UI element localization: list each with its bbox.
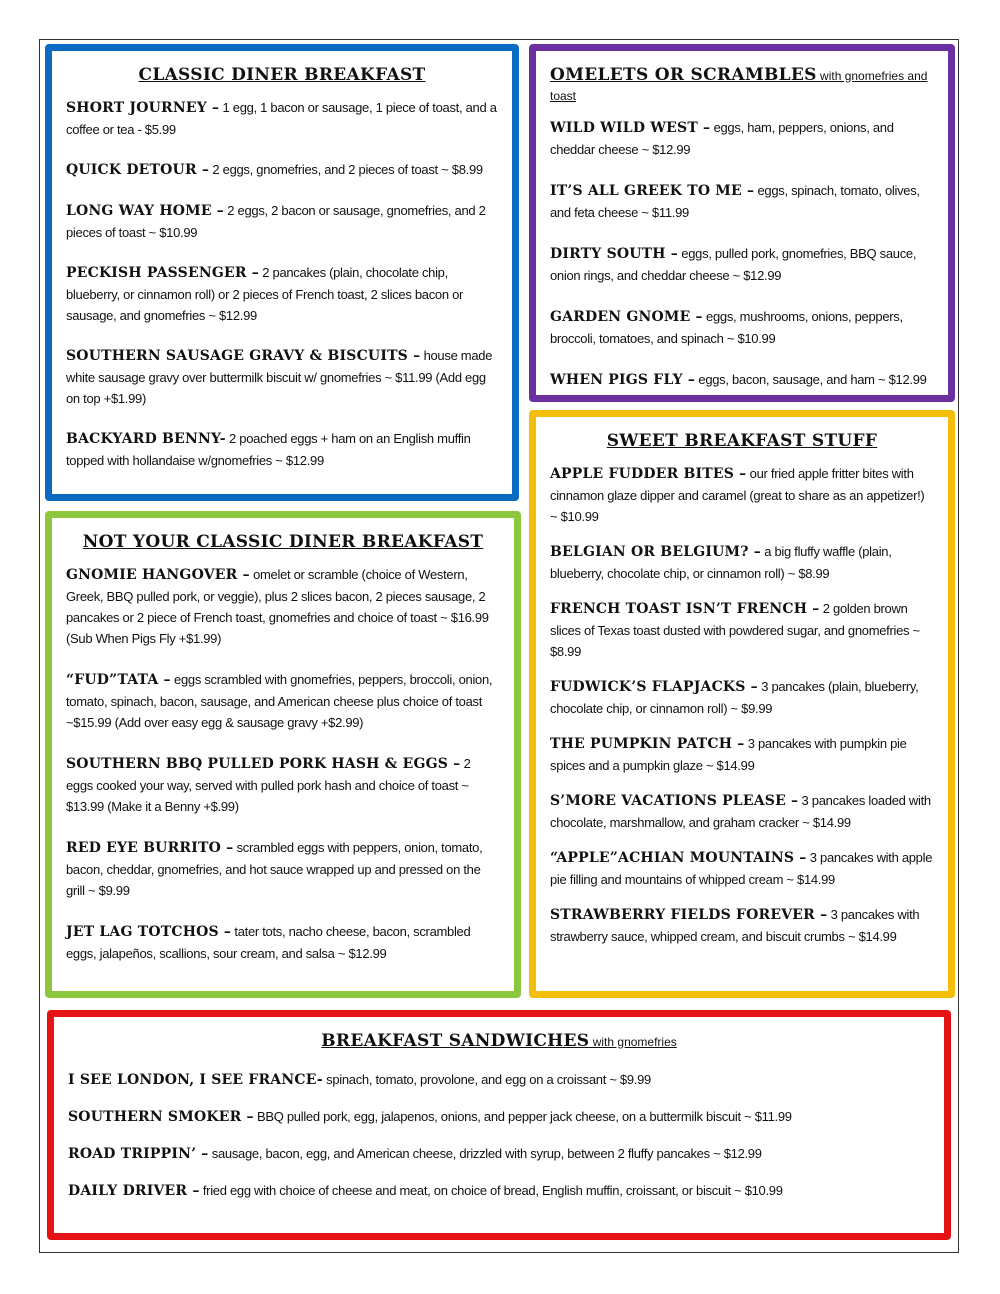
item-name: LONG WAY HOME – xyxy=(66,203,224,219)
section-title: SWEET BREAKFAST STUFF xyxy=(606,431,878,451)
section-title xyxy=(68,1031,930,1051)
item-name: QUICK DETOUR – xyxy=(66,162,210,178)
menu-item xyxy=(550,904,934,947)
item-name: JET LAG TOTCHOS – xyxy=(66,924,232,940)
item-name: IT’S ALL GREEK TO ME – xyxy=(550,183,755,199)
item-name: WILD WILD WEST – xyxy=(550,120,711,136)
breakfast-sandwiches-section xyxy=(47,1010,951,1240)
item-name: I SEE LONDON, I SEE FRANCE- xyxy=(68,1072,323,1088)
menu-item xyxy=(66,564,500,649)
item-description: eggs, bacon, sausage, and ham ~ $12.99 xyxy=(695,372,927,387)
item-name: ROAD TRIPPIN’ – xyxy=(68,1146,209,1162)
section-note: with gnomefries and toast xyxy=(550,69,928,103)
menu-item xyxy=(68,1143,930,1165)
item-name: PECKISH PASSENGER – xyxy=(66,265,259,281)
item-description: house made white sausage gravy over buttermilk biscuit w/ gnomefries ~ $11.99 (Add egg on top +$1.99) xyxy=(66,348,493,406)
item-description: eggs, mushrooms, onions, peppers, broccoli, tomatoes, and spinach ~ $10.99 xyxy=(550,309,903,346)
menu-items xyxy=(66,564,500,964)
menu-item xyxy=(66,921,500,964)
omelets-or-scrambles-section xyxy=(529,44,955,402)
item-description: tater tots, nacho cheese, bacon, scrambled eggs, jalapeños, scallions, sour cream, and salsa ~ $12.99 xyxy=(66,924,471,961)
item-name: DIRTY SOUTH – xyxy=(550,246,678,262)
item-description: 3 pancakes with pumpkin pie spices and a pumpkin glaze ~ $14.99 xyxy=(550,736,907,773)
item-description: 2 pancakes (plain, chocolate chip, blueberry, or cinnamon roll) or 2 pieces of French toast, 2 slices bacon or sausage, and gnomefries ~ $12.99 xyxy=(66,265,464,323)
menu-items xyxy=(550,463,934,947)
menu-item xyxy=(68,1106,930,1128)
section-title xyxy=(550,65,934,105)
item-description: 3 pancakes loaded with chocolate, marshmallow, and graham cracker ~ $14.99 xyxy=(550,793,931,830)
menu-item xyxy=(550,541,934,584)
item-description: 3 pancakes (plain, blueberry, chocolate chip, or cinnamon roll) ~ $9.99 xyxy=(550,679,919,716)
item-description: 3 pancakes with strawberry sauce, whipped cream, and biscuit crumbs ~ $14.99 xyxy=(550,907,920,944)
menu-item xyxy=(550,306,934,349)
item-description: 3 pancakes with apple pie filling and mountains of whipped cream ~ $14.99 xyxy=(550,850,933,887)
menu-item xyxy=(66,159,498,181)
item-description: eggs, ham, peppers, onions, and cheddar cheese ~ $12.99 xyxy=(550,120,894,157)
menu-item xyxy=(66,669,500,733)
item-description: a big fluffy waffle (plain, blueberry, chocolate chip, or cinnamon roll) ~ $8.99 xyxy=(550,544,892,581)
menu-item xyxy=(66,345,498,409)
item-name: FRENCH TOAST ISN’T FRENCH – xyxy=(550,601,820,617)
item-name: “FUD”TATA – xyxy=(66,672,171,688)
menu-item xyxy=(550,463,934,527)
item-name: WHEN PIGS FLY – xyxy=(550,372,696,388)
menu-item xyxy=(66,200,498,243)
sweet-breakfast-stuff-section xyxy=(529,410,955,998)
item-description: spinach, tomato, provolone, and egg on a croissant ~ $9.99 xyxy=(322,1072,651,1087)
item-name: SOUTHERN SAUSAGE GRAVY & BISCUITS – xyxy=(66,348,421,364)
menu-items xyxy=(550,117,934,391)
menu-item xyxy=(68,1069,930,1091)
item-name: SHORT JOURNEY – xyxy=(66,100,220,116)
item-description: eggs scrambled with gnomefries, peppers, broccoli, onion, tomato, spinach, bacon, sausage, and American cheese plus choice of toast ~$15.99 (Add over easy egg & sausage gravy +$2.99) xyxy=(66,672,493,730)
menu-item xyxy=(550,117,934,160)
not-your-classic-diner-breakfast-section xyxy=(45,511,521,998)
menu-item xyxy=(68,1180,930,1202)
item-name: THE PUMPKIN PATCH – xyxy=(550,736,745,752)
item-name: APPLE FUDDER BITES – xyxy=(550,466,747,482)
menu-item xyxy=(550,733,934,776)
item-name: GNOMIE HANGOVER – xyxy=(66,567,250,583)
item-description: BBQ pulled pork, egg, jalapenos, onions, and pepper jack cheese, on a buttermilk biscuit ~ $11.99 xyxy=(253,1109,792,1124)
item-name: FUDWICK’S FLAPJACKS – xyxy=(550,679,758,695)
item-description: eggs, spinach, tomato, olives, and feta cheese ~ $11.99 xyxy=(550,183,920,220)
item-name: BACKYARD BENNY- xyxy=(66,431,226,447)
menu-item xyxy=(550,598,934,662)
classic-diner-breakfast-section xyxy=(45,44,519,501)
menu-item xyxy=(66,428,498,471)
item-name: DAILY DRIVER – xyxy=(68,1183,200,1199)
menu-item xyxy=(550,180,934,223)
item-name: SOUTHERN BBQ PULLED PORK HASH & EGGS – xyxy=(66,756,461,772)
item-description: 2 eggs cooked your way, served with pulled pork hash and choice of toast ~ $13.99 (Make it a Benny +$.99) xyxy=(66,756,471,814)
menu-item xyxy=(66,262,498,326)
menu-item xyxy=(550,369,934,391)
item-description: 1 egg, 1 bacon or sausage, 1 piece of toast, and a coffee or tea - $5.99 xyxy=(66,100,497,137)
item-description: sausage, bacon, egg, and American cheese, drizzled with syrup, between 2 fluffy pancakes ~ $12.99 xyxy=(208,1146,762,1161)
item-name: STRAWBERRY FIELDS FOREVER – xyxy=(550,907,828,923)
item-description: omelet or scramble (choice of Western, Greek, BBQ pulled pork, or veggie), plus 2 slices bacon, 2 pieces sausage, 2 pancakes or 2 piece of French toast, gnomefries and choice of toast ~ $16.99 (Sub When Pigs Fly +$1.99) xyxy=(66,567,489,646)
section-title: CLASSIC DINER BREAKFAST xyxy=(138,65,426,85)
section-note: with gnomefries xyxy=(589,1035,677,1049)
item-description: 2 eggs, gnomefries, and 2 pieces of toast ~ $8.99 xyxy=(209,162,483,177)
menu-items xyxy=(68,1069,930,1202)
item-description: 2 golden brown slices of Texas toast dusted with powdered sugar, and gnomefries ~ $8.99 xyxy=(550,601,920,659)
item-name: BELGIAN OR BELGIUM? – xyxy=(550,544,761,560)
menu-items xyxy=(66,97,498,471)
menu-item xyxy=(550,847,934,890)
item-description: scrambled eggs with peppers, onion, tomato, bacon, cheddar, gnomefries, and hot sauce wrapped up and pressed on the grill ~ $9.99 xyxy=(66,840,483,898)
item-description: 2 eggs, 2 bacon or sausage, gnomefries, and 2 pieces of toast ~ $10.99 xyxy=(66,203,486,240)
menu-item xyxy=(550,676,934,719)
item-name: S’MORE VACATIONS PLEASE – xyxy=(550,793,799,809)
item-name: SOUTHERN SMOKER – xyxy=(68,1109,254,1125)
section-title-text: OMELETS OR SCRAMBLES xyxy=(550,65,817,85)
item-description: 2 poached eggs + ham on an English muffin topped with hollandaise w/gnomefries ~ $12.99 xyxy=(66,431,471,468)
menu-item xyxy=(66,97,498,140)
item-description: fried egg with choice of cheese and meat, on choice of bread, English muffin, croissant, or biscuit ~ $10.99 xyxy=(199,1183,783,1198)
item-description: our fried apple fritter bites with cinnamon glaze dipper and caramel (great to share as an appetizer!) ~ $10.99 xyxy=(550,466,925,524)
section-title-text: BREAKFAST SANDWICHES xyxy=(321,1031,590,1051)
section-title: NOT YOUR CLASSIC DINER BREAKFAST xyxy=(82,532,484,552)
menu-item xyxy=(550,790,934,833)
menu-item xyxy=(66,837,500,901)
item-name: “APPLE”ACHIAN MOUNTAINS – xyxy=(550,850,807,866)
menu-item xyxy=(66,753,500,817)
item-name: GARDEN GNOME – xyxy=(550,309,703,325)
item-description: eggs, pulled pork, gnomefries, BBQ sauce, onion rings, and cheddar cheese ~ $12.99 xyxy=(550,246,917,283)
menu-item xyxy=(550,243,934,286)
item-name: RED EYE BURRITO – xyxy=(66,840,234,856)
